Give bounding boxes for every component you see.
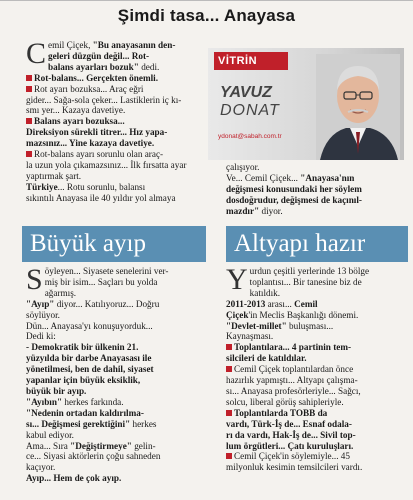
text-run: sı... Anayasa profesörleriyle... Sağcı,: [226, 385, 361, 396]
text-run: büyük bir ayıp.: [26, 385, 87, 396]
dropcap-c: C: [26, 37, 47, 70]
text-run: mazsınız... Yine kazaya davetiye.: [26, 138, 155, 149]
text-run: miş bir isim... Saçları bu yolda: [44, 276, 158, 287]
text-run: lum örgütleri... Çatı kuruluşları.: [226, 440, 354, 451]
text-run: "Devlet-millet": [226, 320, 287, 331]
text-run: diyor.: [259, 205, 283, 216]
text-line: [26, 441, 208, 452]
text-run: kaçıyor.: [26, 462, 56, 473]
text-run: öyleyen... Siyasete senelerini ver-: [44, 266, 169, 276]
text-line: [26, 84, 206, 95]
text-line: [26, 127, 206, 138]
text-run: çalışıyor.: [226, 162, 260, 172]
text-run: mazdır": [226, 205, 260, 216]
right-top-column: [226, 162, 406, 217]
columnist-portrait: [316, 54, 400, 160]
text-run: "Ayıbın": [26, 396, 63, 407]
text-line: [26, 266, 208, 277]
text-line: [26, 331, 208, 342]
bullet-square-icon: [26, 118, 32, 124]
text-run: yapanlar için büyük eksiklik,: [26, 375, 141, 386]
text-line: [226, 397, 410, 408]
text-line: [26, 95, 206, 106]
text-run: yönetilmesi, ben de dahil, siyaset: [26, 364, 154, 375]
text-run: dosdoğrudur, değişmesi de kaçınıl-: [226, 194, 362, 205]
text-line: [26, 451, 208, 462]
text-run: ce... Siyasi aktörlerin çoğu sahneden: [26, 451, 161, 462]
dropcap-y: Y: [226, 263, 248, 296]
right-bottom-column: [226, 263, 410, 473]
text-line: [26, 473, 208, 484]
left-bottom-column: [26, 263, 208, 484]
text-line: [26, 138, 206, 149]
left-top-text: [26, 37, 206, 204]
vitrin-columnist-box: [208, 48, 404, 160]
text-line: [26, 397, 208, 408]
text-run: arası...: [265, 298, 295, 309]
columnist-first-name: YAVUZ: [220, 84, 272, 101]
text-line: [226, 162, 406, 173]
right-top-text: [226, 162, 406, 217]
text-run: "Bu anayasanın den-: [92, 40, 176, 50]
text-line: [26, 73, 206, 84]
text-line: [226, 195, 406, 206]
left-bottom-text: [26, 263, 208, 484]
right-bottom-text: [226, 263, 410, 473]
text-run: Balans ayarı bozuksa...: [34, 116, 125, 127]
text-line: [226, 277, 410, 288]
text-line: [226, 430, 410, 441]
text-run: la uzun yola çıkamazsınız... İlk fırsatta ayar: [26, 159, 187, 170]
text-line: [26, 375, 208, 386]
bullet-square-icon: [226, 366, 232, 372]
text-line: [26, 408, 208, 419]
text-run: smı yer... Kazaya davetiye.: [26, 105, 126, 116]
text-run: katıldık.: [249, 287, 281, 298]
text-run: yaptırmak şart.: [26, 170, 82, 181]
text-line: [26, 277, 208, 288]
text-line: [26, 160, 206, 171]
text-run: 2011-2013: [226, 298, 266, 309]
text-run: Direksiyon sürekli titrer... Hız yapa-: [26, 127, 168, 138]
text-run: gider... Sağa-sola çeker... Lastiklerin iç kı-: [26, 94, 182, 105]
text-run: ağarmış.: [44, 287, 77, 298]
columnist-last-name: DONAT: [220, 102, 280, 119]
text-line: [226, 266, 410, 277]
text-line: [26, 171, 206, 182]
text-line: [226, 353, 410, 364]
text-line: [226, 375, 410, 386]
text-run: gelin-: [131, 440, 156, 451]
text-run: vardı, Türk-İş de... Esnaf odala-: [226, 418, 352, 429]
text-run: yüzyılda bir darbe Anayasası ile: [26, 353, 152, 364]
bullet-square-icon: [226, 453, 232, 459]
text-run: solcu, liberal görüş sahipleriyle.: [226, 396, 344, 407]
text-line: [26, 419, 208, 430]
text-line: [26, 288, 208, 299]
text-run: Ama... Sıra: [26, 440, 71, 451]
text-line: [26, 51, 206, 62]
text-run: "Değiştirmeye": [70, 440, 132, 451]
text-run: kabul ediyor.: [26, 429, 74, 440]
headline: Şimdi tasa... Anayasa: [117, 6, 296, 25]
text-run: Dün... Anayasa'yı konuşuyorduk...: [26, 320, 153, 331]
banner-altyapi-hazir: Altyapı hazır: [226, 226, 408, 262]
text-line: [226, 184, 406, 195]
text-line: [26, 62, 206, 73]
text-line: [226, 173, 406, 184]
banner-buyuk-ayip: Büyük ayıp: [22, 226, 206, 262]
top-rule: [0, 0, 413, 1]
text-run: toplantısı... Bir tanesine biz de: [249, 276, 362, 287]
text-line: [26, 353, 208, 364]
text-line: [226, 364, 410, 375]
text-line: [226, 310, 410, 321]
text-run: "Anayasa'nın: [300, 172, 355, 183]
bullet-square-icon: [226, 410, 232, 416]
text-line: [26, 430, 208, 441]
text-run: buluşması...: [286, 320, 334, 331]
text-run: "Ayıp": [26, 298, 55, 309]
text-run: sı... Değişmesi gerektiğini": [26, 418, 131, 429]
text-line: [226, 408, 410, 419]
bullet-square-icon: [26, 86, 32, 92]
text-line: [226, 321, 410, 332]
bullet-square-icon: [226, 344, 232, 350]
text-run: Toplantılara... 4 partinin tem-: [234, 342, 352, 353]
text-line: [226, 206, 406, 217]
text-run: hazırlık yapmıştı... Altyapı çalışma-: [226, 375, 358, 386]
text-run: Çiçek: [226, 309, 249, 320]
text-line: [226, 441, 410, 452]
text-run: Toplantılarda TOBB da: [234, 407, 328, 418]
text-line: [226, 331, 410, 342]
text-line: [226, 342, 410, 353]
vitrin-title: VİTRİN: [214, 52, 288, 70]
text-line: [26, 193, 206, 204]
text-run: diyor... Katılıyoruz... Doğru: [54, 298, 160, 309]
text-run: Rot-balans ayarı sorunlu olan araç-: [34, 149, 164, 160]
bullet-square-icon: [26, 151, 32, 157]
text-line: [226, 419, 410, 430]
text-line: [26, 182, 206, 193]
text-line: [26, 342, 208, 353]
text-run: geleri düzgün değil... Rot-: [48, 50, 150, 61]
text-run: Cemil Çiçek'in söylemiyle... 45: [234, 451, 350, 462]
dropcap-s: S: [26, 263, 43, 296]
text-run: herkes farkında.: [62, 396, 124, 407]
text-run: Cemil Çiçek toplantılardan önce: [234, 364, 354, 375]
text-line: [26, 149, 206, 160]
text-run: 'in Meclis Başkanlığı dönemi.: [248, 309, 359, 320]
text-line: [26, 462, 208, 473]
text-run: herkes: [130, 418, 157, 429]
text-run: Ve... Cemil Çiçek...: [226, 172, 301, 183]
text-line: [226, 288, 410, 299]
text-run: Kaynaşması.: [226, 331, 274, 342]
text-run: rı da vardı, Hak-İş de... Sivil top-: [226, 429, 356, 440]
text-line: [226, 299, 410, 310]
text-line: [26, 321, 208, 332]
text-run: sıkıntılı Anayasa ile 40 yıldır yol almaya: [26, 192, 176, 203]
bullet-square-icon: [26, 75, 32, 81]
left-top-column: [26, 37, 206, 204]
text-line: [26, 116, 206, 127]
text-line: [26, 105, 206, 116]
text-line: [26, 310, 208, 321]
text-line: [26, 40, 206, 51]
text-run: silcileri de katıldılar.: [226, 353, 307, 364]
text-run: değişmesi konusundaki her söylem: [226, 183, 362, 194]
text-run: dedi.: [138, 61, 160, 72]
text-run: söylüyor.: [26, 309, 60, 320]
text-line: [226, 462, 410, 473]
text-run: urdun çeşitli yerlerinde 13 bölge: [249, 266, 370, 276]
text-line: [226, 386, 410, 397]
text-run: Dedi ki:: [26, 331, 56, 342]
text-line: [26, 364, 208, 375]
text-line: [26, 386, 208, 397]
text-line: [26, 299, 208, 310]
text-run: Ayıp... Hem de çok ayıp.: [26, 473, 122, 484]
text-run: Rot-balans... Gerçekten önemli.: [34, 72, 159, 83]
text-run: - Demokratik bir ülkenin 21.: [26, 342, 139, 353]
text-run: emil Çiçek,: [48, 40, 93, 50]
columnist-email: ydonat@sabah.com.tr: [218, 133, 282, 140]
text-run: balans ayarları bozuk": [48, 61, 139, 72]
text-run: ... Rotu sorunlu, balansı: [57, 181, 146, 192]
text-run: Rot ayarı bozuksa... Araç eğri: [34, 83, 144, 94]
text-run: milyonluk kesimin temsilcileri vardı.: [226, 462, 363, 473]
text-line: [226, 451, 410, 462]
text-run: Türkiye: [26, 181, 58, 192]
text-run: Cemil: [294, 298, 318, 309]
text-run: "Nedenin ortadan kaldırılma-: [26, 407, 144, 418]
